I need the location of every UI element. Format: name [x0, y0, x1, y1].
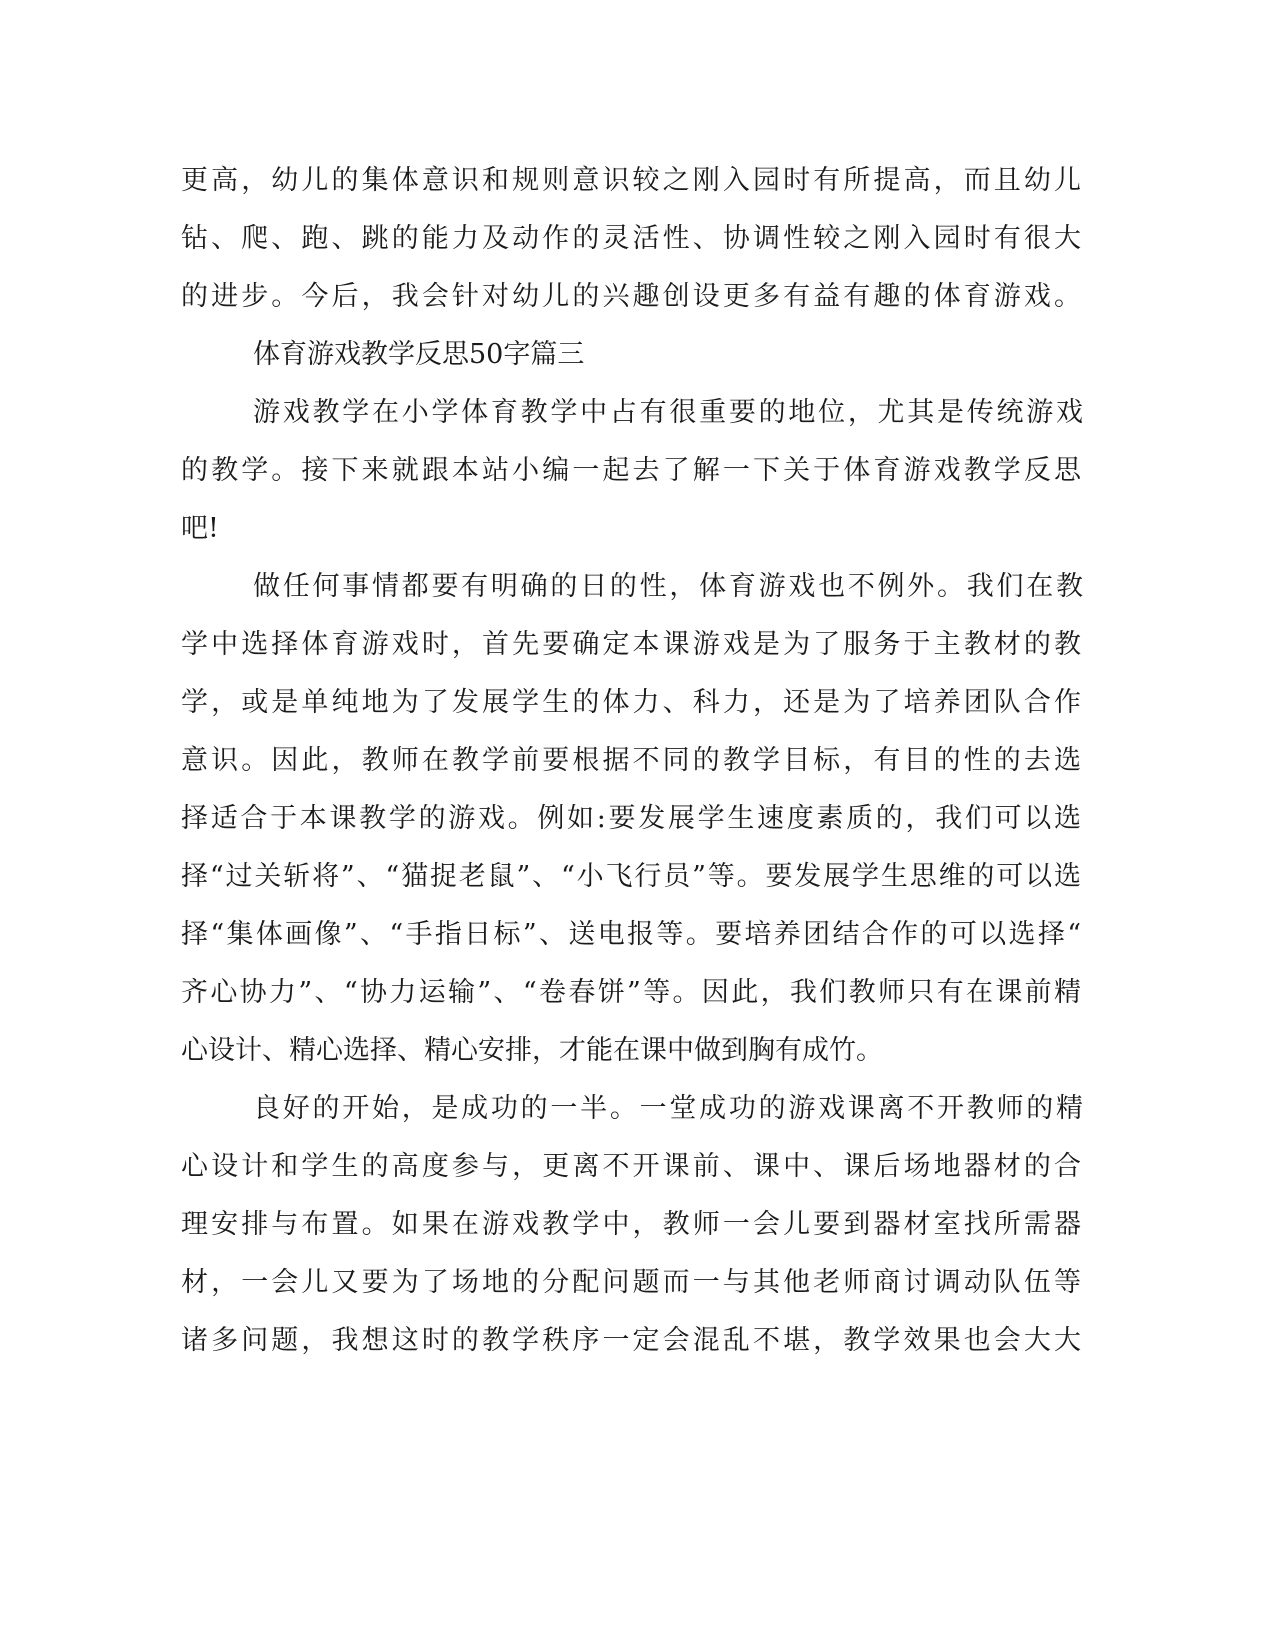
- text-line: 吧!: [181, 513, 219, 544]
- text-line: 钻、爬、跑、跳的能力及动作的灵活性、协调性较之刚入园时有很大: [181, 223, 1081, 254]
- text-line: 的进步。今后，我会针对幼儿的兴趣创设更多有益有趣的体育游戏。: [181, 281, 1081, 312]
- text-line: 的教学。接下来就跟本站小编一起去了解一下关于体育游戏教学反思: [181, 455, 1081, 486]
- text-line: 心设计和学生的高度参与，更离不开课前、课中、课后场地器材的合: [181, 1151, 1081, 1182]
- text-line: 择“过关斩将”、“猫捉老鼠”、“小飞行员”等。要发展学生思维的可以选: [181, 861, 1081, 892]
- text-line: 齐心协力”、“协力运输”、“卷春饼”等。因此，我们教师只有在课前精: [181, 977, 1081, 1008]
- text-line: 诸多问题，我想这时的教学秩序一定会混乱不堪，教学效果也会大大: [181, 1325, 1081, 1356]
- text-line: 择适合于本课教学的游戏。例如:要发展学生速度素质的，我们可以选: [181, 803, 1081, 834]
- text-line: 学中选择体育游戏时，首先要确定本课游戏是为了服务于主教材的教: [181, 629, 1081, 660]
- text-line: 更高，幼儿的集体意识和规则意识较之刚入园时有所提高，而且幼儿: [181, 165, 1081, 196]
- text-line: 心设计、精心选择、精心安排，才能在课中做到胸有成竹。: [181, 1035, 883, 1066]
- text-line: 理安排与布置。如果在游戏教学中，教师一会儿要到器材室找所需器: [181, 1209, 1081, 1240]
- text-line: 做任何事情都要有明确的日的性，体育游戏也不例外。我们在教: [253, 571, 1083, 602]
- text-line: 择“集体画像”、“手指日标”、送电报等。要培养团结合作的可以选择“: [181, 919, 1081, 950]
- section-heading: 体育游戏教学反思50字篇三: [253, 339, 585, 370]
- text-line: 良好的开始，是成功的一半。一堂成功的游戏课离不开教师的精: [253, 1093, 1083, 1124]
- text-line: 意识。因此，教师在教学前要根据不同的教学目标，有目的性的去选: [181, 745, 1081, 776]
- text-line: 材，一会儿又要为了场地的分配问题而一与其他老师商讨调动队伍等: [181, 1267, 1081, 1298]
- text-line: 学，或是单纯地为了发展学生的体力、科力，还是为了培养团队合作: [181, 687, 1081, 718]
- text-line: 游戏教学在小学体育教学中占有很重要的地位，尤其是传统游戏: [253, 397, 1083, 428]
